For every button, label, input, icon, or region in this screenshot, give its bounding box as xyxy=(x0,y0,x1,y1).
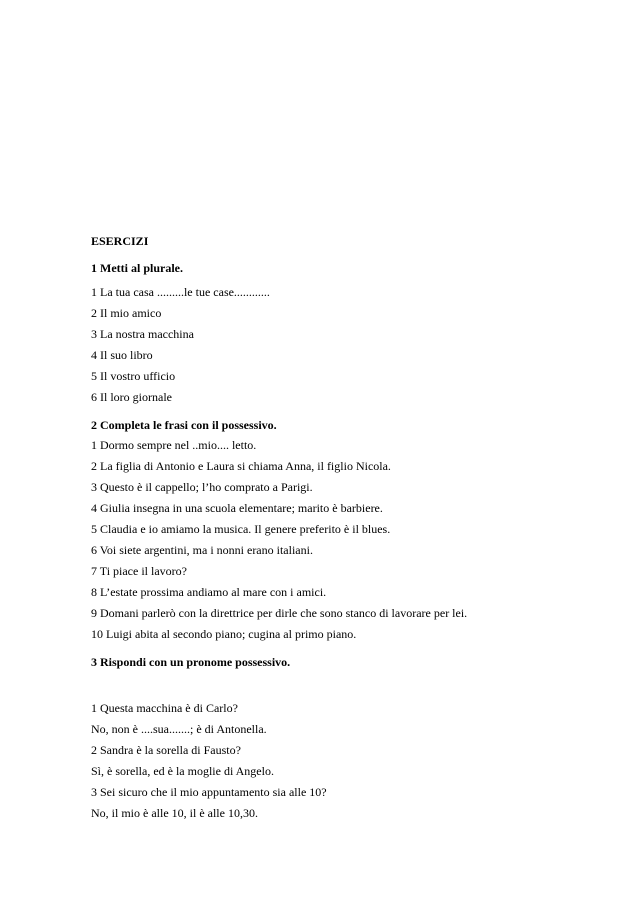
exercise-3-heading: 3 Rispondi con un pronome possessivo. xyxy=(91,655,291,669)
exercise-line: 9 Domani parlerò con la direttrice per dirle che sono stanco di lavorare per lei. xyxy=(91,606,468,620)
exercise-line: 6 Voi siete argentini, ma i nonni erano italiani. xyxy=(91,543,313,557)
exercise-line: No, non è ....sua.......; è di Antonella. xyxy=(91,722,267,736)
exercise-line: 2 Il mio amico xyxy=(91,306,162,320)
exercise-line: 2 La figlia di Antonio e Laura si chiama Anna, il figlio Nicola. xyxy=(91,459,391,473)
exercise-line: 7 Ti piace il lavoro? xyxy=(91,564,187,578)
exercise-1-list xyxy=(91,282,611,408)
exercise-line: 5 Claudia e io amiamo la musica. Il genere preferito è il blues. xyxy=(91,522,391,536)
exercise-line: 1 Questa macchina è di Carlo? xyxy=(91,701,238,715)
exercise-line: 5 Il vostro ufficio xyxy=(91,369,176,383)
exercise-line: 3 La nostra macchina xyxy=(91,327,194,341)
exercise-2-list xyxy=(91,435,611,645)
exercise-line: 1 La tua casa .........le tue case............ xyxy=(91,285,270,299)
exercise-line: No, il mio è alle 10, il è alle 10,30. xyxy=(91,806,258,820)
exercise-line: 3 Sei sicuro che il mio appuntamento sia alle 10? xyxy=(91,785,327,799)
page-title: ESERCIZI xyxy=(91,234,149,248)
exercise-line: 8 L’estate prossima andiamo al mare con i amici. xyxy=(91,585,327,599)
exercise-3-list xyxy=(91,698,611,824)
exercise-1-heading: 1 Metti al plurale. xyxy=(91,261,183,275)
document-page xyxy=(91,226,611,824)
exercise-line: 3 Questo è il cappello; l’ho comprato a Parigi. xyxy=(91,480,313,494)
exercise-2-heading: 2 Completa le frasi con il possessivo. xyxy=(91,418,277,432)
exercise-line: 10 Luigi abita al secondo piano; cugina al primo piano. xyxy=(91,627,357,641)
exercise-line: 4 Il suo libro xyxy=(91,348,153,362)
exercise-line: Sì, è sorella, ed è la moglie di Angelo. xyxy=(91,764,274,778)
exercise-line: 6 Il loro giornale xyxy=(91,390,172,404)
exercise-line: 2 Sandra è la sorella di Fausto? xyxy=(91,743,241,757)
exercise-line: 4 Giulia insegna in una scuola elementare; marito è barbiere. xyxy=(91,501,383,515)
exercise-line: 1 Dormo sempre nel ..mio.... letto. xyxy=(91,438,257,452)
